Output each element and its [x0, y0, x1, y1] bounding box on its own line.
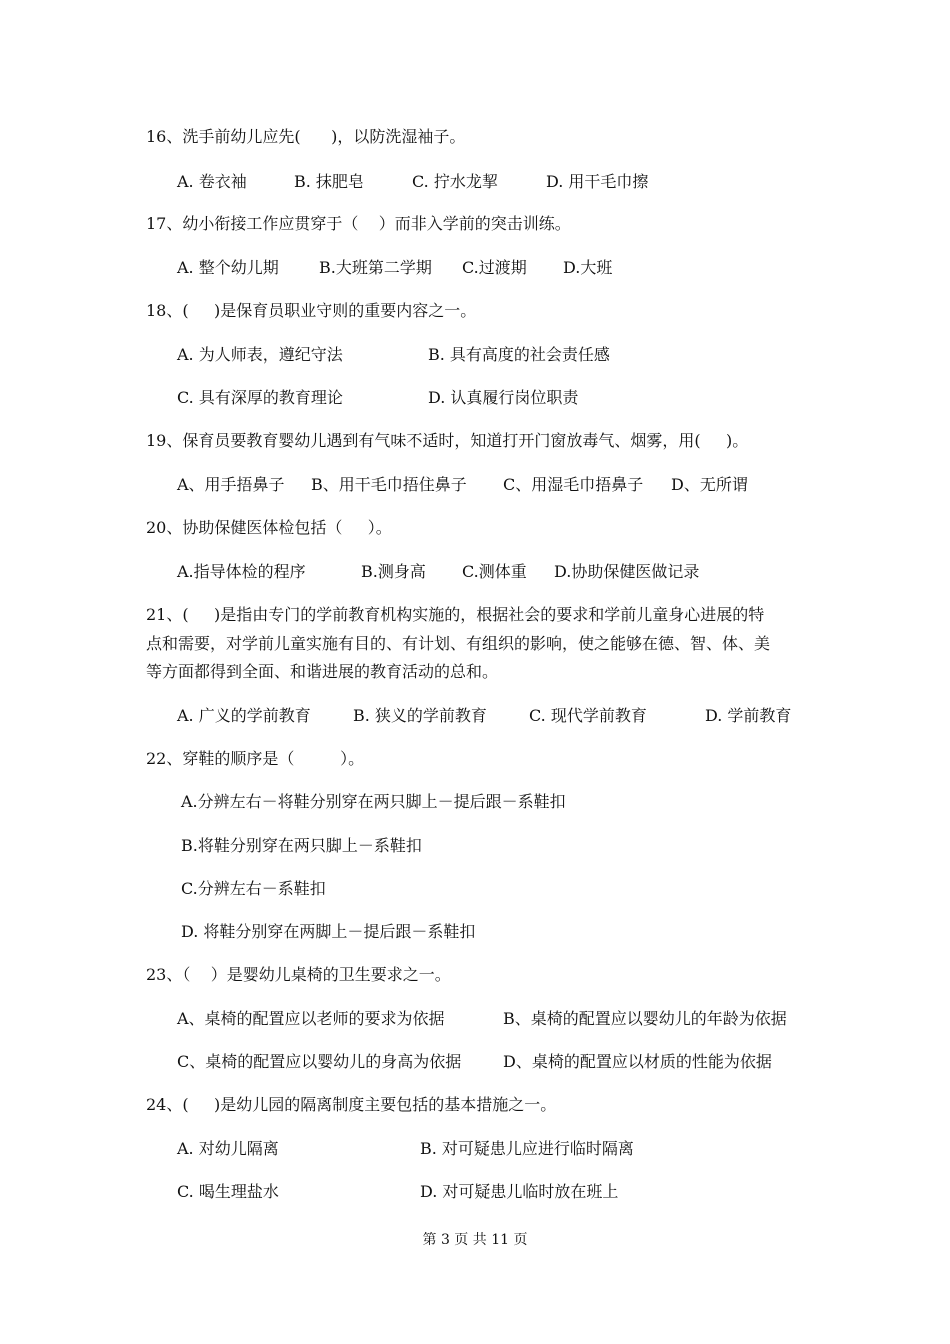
q18-option-a: A. 为人师表，遵纪守法	[177, 345, 343, 364]
q22-option-b: B.将鞋分别穿在两只脚上－系鞋扣	[181, 836, 422, 855]
question-24-stem: 24、( )是幼儿园的隔离制度主要包括的基本措施之一。	[146, 1095, 557, 1114]
q17-option-d: D.大班	[563, 258, 613, 277]
question-21-stem-line-3: 等方面都得到全面、和谐进展的教育活动的总和。	[146, 662, 499, 681]
question-21-stem-line-2: 点和需要，对学前儿童实施有目的、有计划、有组织的影响，使之能够在德、智、体、美	[146, 634, 771, 653]
q23-option-d: D、桌椅的配置应以材质的性能为依据	[503, 1052, 772, 1071]
question-17-stem: 17、幼小衔接工作应贯穿于（ ）而非入学前的突击训练。	[146, 214, 571, 233]
q20-option-a: A.指导体检的程序	[177, 562, 306, 581]
q16-option-a: A. 卷衣袖	[177, 172, 247, 191]
q17-option-c: C.过渡期	[462, 258, 527, 277]
q23-option-c: C、桌椅的配置应以婴幼儿的身高为依据	[177, 1052, 462, 1071]
q19-option-b: B、用干毛巾捂住鼻子	[311, 475, 467, 494]
question-19-stem: 19、保育员要教育婴幼儿遇到有气味不适时，知道打开门窗放毒气、烟雾，用( )。	[146, 431, 749, 450]
q20-option-d: D.协助保健医做记录	[554, 562, 700, 581]
q19-option-a: A、用手捂鼻子	[177, 475, 285, 494]
q22-option-d: D. 将鞋分别穿在两脚上－提后跟－系鞋扣	[181, 922, 476, 941]
q16-option-d: D. 用干毛巾擦	[546, 172, 649, 191]
q21-option-c: C. 现代学前教育	[529, 706, 647, 725]
question-18-stem: 18、( )是保育员职业守则的重要内容之一。	[146, 301, 477, 320]
q16-option-c: C. 拧水龙挈	[412, 172, 498, 191]
question-20-stem: 20、协助保健医体检包括（ ）。	[146, 518, 392, 537]
q22-option-c: C.分辨左右－系鞋扣	[181, 879, 326, 898]
q22-option-a: A.分辨左右－将鞋分别穿在两只脚上－提后跟－系鞋扣	[181, 792, 566, 811]
question-22-stem: 22、穿鞋的顺序是（ ）。	[146, 749, 365, 768]
page-footer: 第 3 页 共 11 页	[422, 1232, 528, 1248]
q18-option-c: C. 具有深厚的教育理论	[177, 388, 343, 407]
q19-option-d: D、无所谓	[671, 475, 748, 494]
q24-option-c: C. 喝生理盐水	[177, 1182, 279, 1201]
q24-option-d: D. 对可疑患儿临时放在班上	[420, 1182, 619, 1201]
q23-option-b: B、桌椅的配置应以婴幼儿的年龄为依据	[503, 1009, 787, 1028]
question-23-stem: 23、（ ）是婴幼儿桌椅的卫生要求之一。	[146, 965, 451, 984]
q24-option-b: B. 对可疑患儿应进行临时隔离	[420, 1139, 634, 1158]
q21-option-a: A. 广义的学前教育	[177, 706, 311, 725]
q20-option-b: B.测身高	[361, 562, 426, 581]
question-21-stem-line-1: 21、( )是指由专门的学前教育机构实施的，根据社会的要求和学前儿童身心进展的特	[146, 605, 765, 624]
q18-option-d: D. 认真履行岗位职责	[428, 388, 579, 407]
q19-option-c: C、用湿毛巾捂鼻子	[503, 475, 644, 494]
question-16-stem: 16、洗手前幼儿应先( )，以防洗湿袖子。	[146, 127, 466, 146]
q21-option-b: B. 狭义的学前教育	[353, 706, 487, 725]
q21-option-d: D. 学前教育	[705, 706, 792, 725]
q17-option-b: B.大班第二学期	[319, 258, 432, 277]
q16-option-b: B. 抹肥皂	[294, 172, 364, 191]
q18-option-b: B. 具有高度的社会责任感	[428, 345, 610, 364]
q24-option-a: A. 对幼儿隔离	[177, 1139, 279, 1158]
q23-option-a: A、桌椅的配置应以老师的要求为依据	[177, 1009, 445, 1028]
q17-option-a: A. 整个幼儿期	[177, 258, 279, 277]
q20-option-c: C.测体重	[462, 562, 527, 581]
